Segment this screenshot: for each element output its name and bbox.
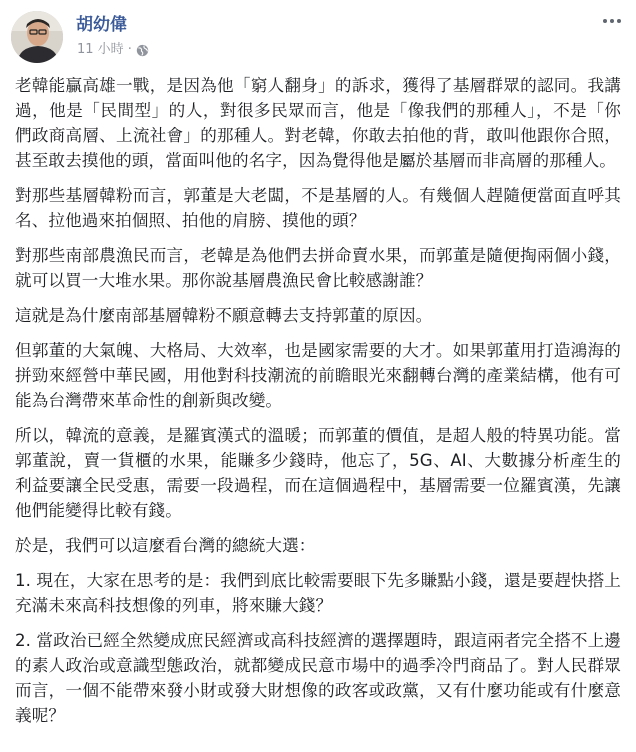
globe-icon[interactable]: [136, 44, 149, 57]
more-options-icon[interactable]: [600, 14, 624, 28]
more-dot-1: [603, 19, 607, 23]
post-paragraph-4: 這就是為什麼南部基層韓粉不願意轉去支持郭董的原因。: [15, 306, 433, 325]
avatar[interactable]: [11, 11, 63, 63]
more-dot-2: [610, 19, 614, 23]
post-body: [15, 73, 621, 738]
post-meta: [77, 41, 149, 59]
author-name[interactable]: 胡幼偉: [76, 15, 127, 35]
more-dot-3: [617, 19, 621, 23]
post-timestamp[interactable]: 11 小時: [77, 42, 124, 57]
post-paragraph-1: 老韓能贏高雄一戰，是因為他「窮人翻身」的訴求，獲得了基層群眾的認同。我講過，他是「民間型」的人，對很多民眾而言，他是「像我們的那種人」，不是「你們政商高層、上流社會」的那種人。對老韓，你敢去拍他的背，敢叫他跟你合照，甚至敢去摸他的頭，當面叫他的名字，因為覺得他是屬於基層而非高層的那種人。: [15, 76, 621, 170]
post-paragraph-6: 所以，韓流的意義，是羅賓漢式的溫暖；而郭董的價值，是超人般的特異功能。當郭董說，賣一貨櫃的水果，能賺多少錢時，他忘了，5G、AI、大數據分析產生的利益要讓全民受惠，需要一段過程，而在這個過程中，基層需要一位羅賓漢，先讓他們能變得比較有錢。: [15, 426, 621, 520]
post-paragraph-2: 對那些基層韓粉而言，郭董是大老闆，不是基層的人。有幾個人趕隨便當面直呼其名、拉他過來拍個照、拍他的肩膀、摸他的頭？: [15, 186, 621, 230]
meta-separator: ·: [127, 42, 132, 57]
post-paragraph-8: 1. 現在，大家在思考的是：我們到底比較需要眼下先多賺點小錢，還是要趕快搭上充滿未來高科技想像的列車，將來賺大錢？: [15, 571, 621, 615]
post-paragraph-5: 但郭董的大氣魄、大格局、大效率，也是國家需要的大才。如果郭董用打造鴻海的拼勁來經營中華民國，用他對科技潮流的前瞻眼光來翻轉台灣的產業結構，他有可能為台灣帶來革命性的創新與改變。: [15, 341, 621, 410]
post-paragraph-3: 對那些南部農漁民而言，老韓是為他們去拼命賣水果，而郭董是隨便掏兩個小錢，就可以買一大堆水果。那你說基層農漁民會比較感謝誰？: [15, 246, 621, 290]
post-paragraph-7: 於是，我們可以這麼看台灣的總統大選：: [15, 536, 316, 555]
profile-photo: [11, 11, 63, 63]
post-paragraph-9: 2. 當政治已經全然變成庶民經濟或高科技經濟的選擇題時，跟這兩者完全搭不上邊的素人政治或意識型態政治，就都變成民意市場中的過季冷門商品了。對人民群眾而言，一個不能帶來發小財或發大財想像的政客或政黨，又有什麼功能或有什麼意義呢？: [15, 631, 621, 725]
